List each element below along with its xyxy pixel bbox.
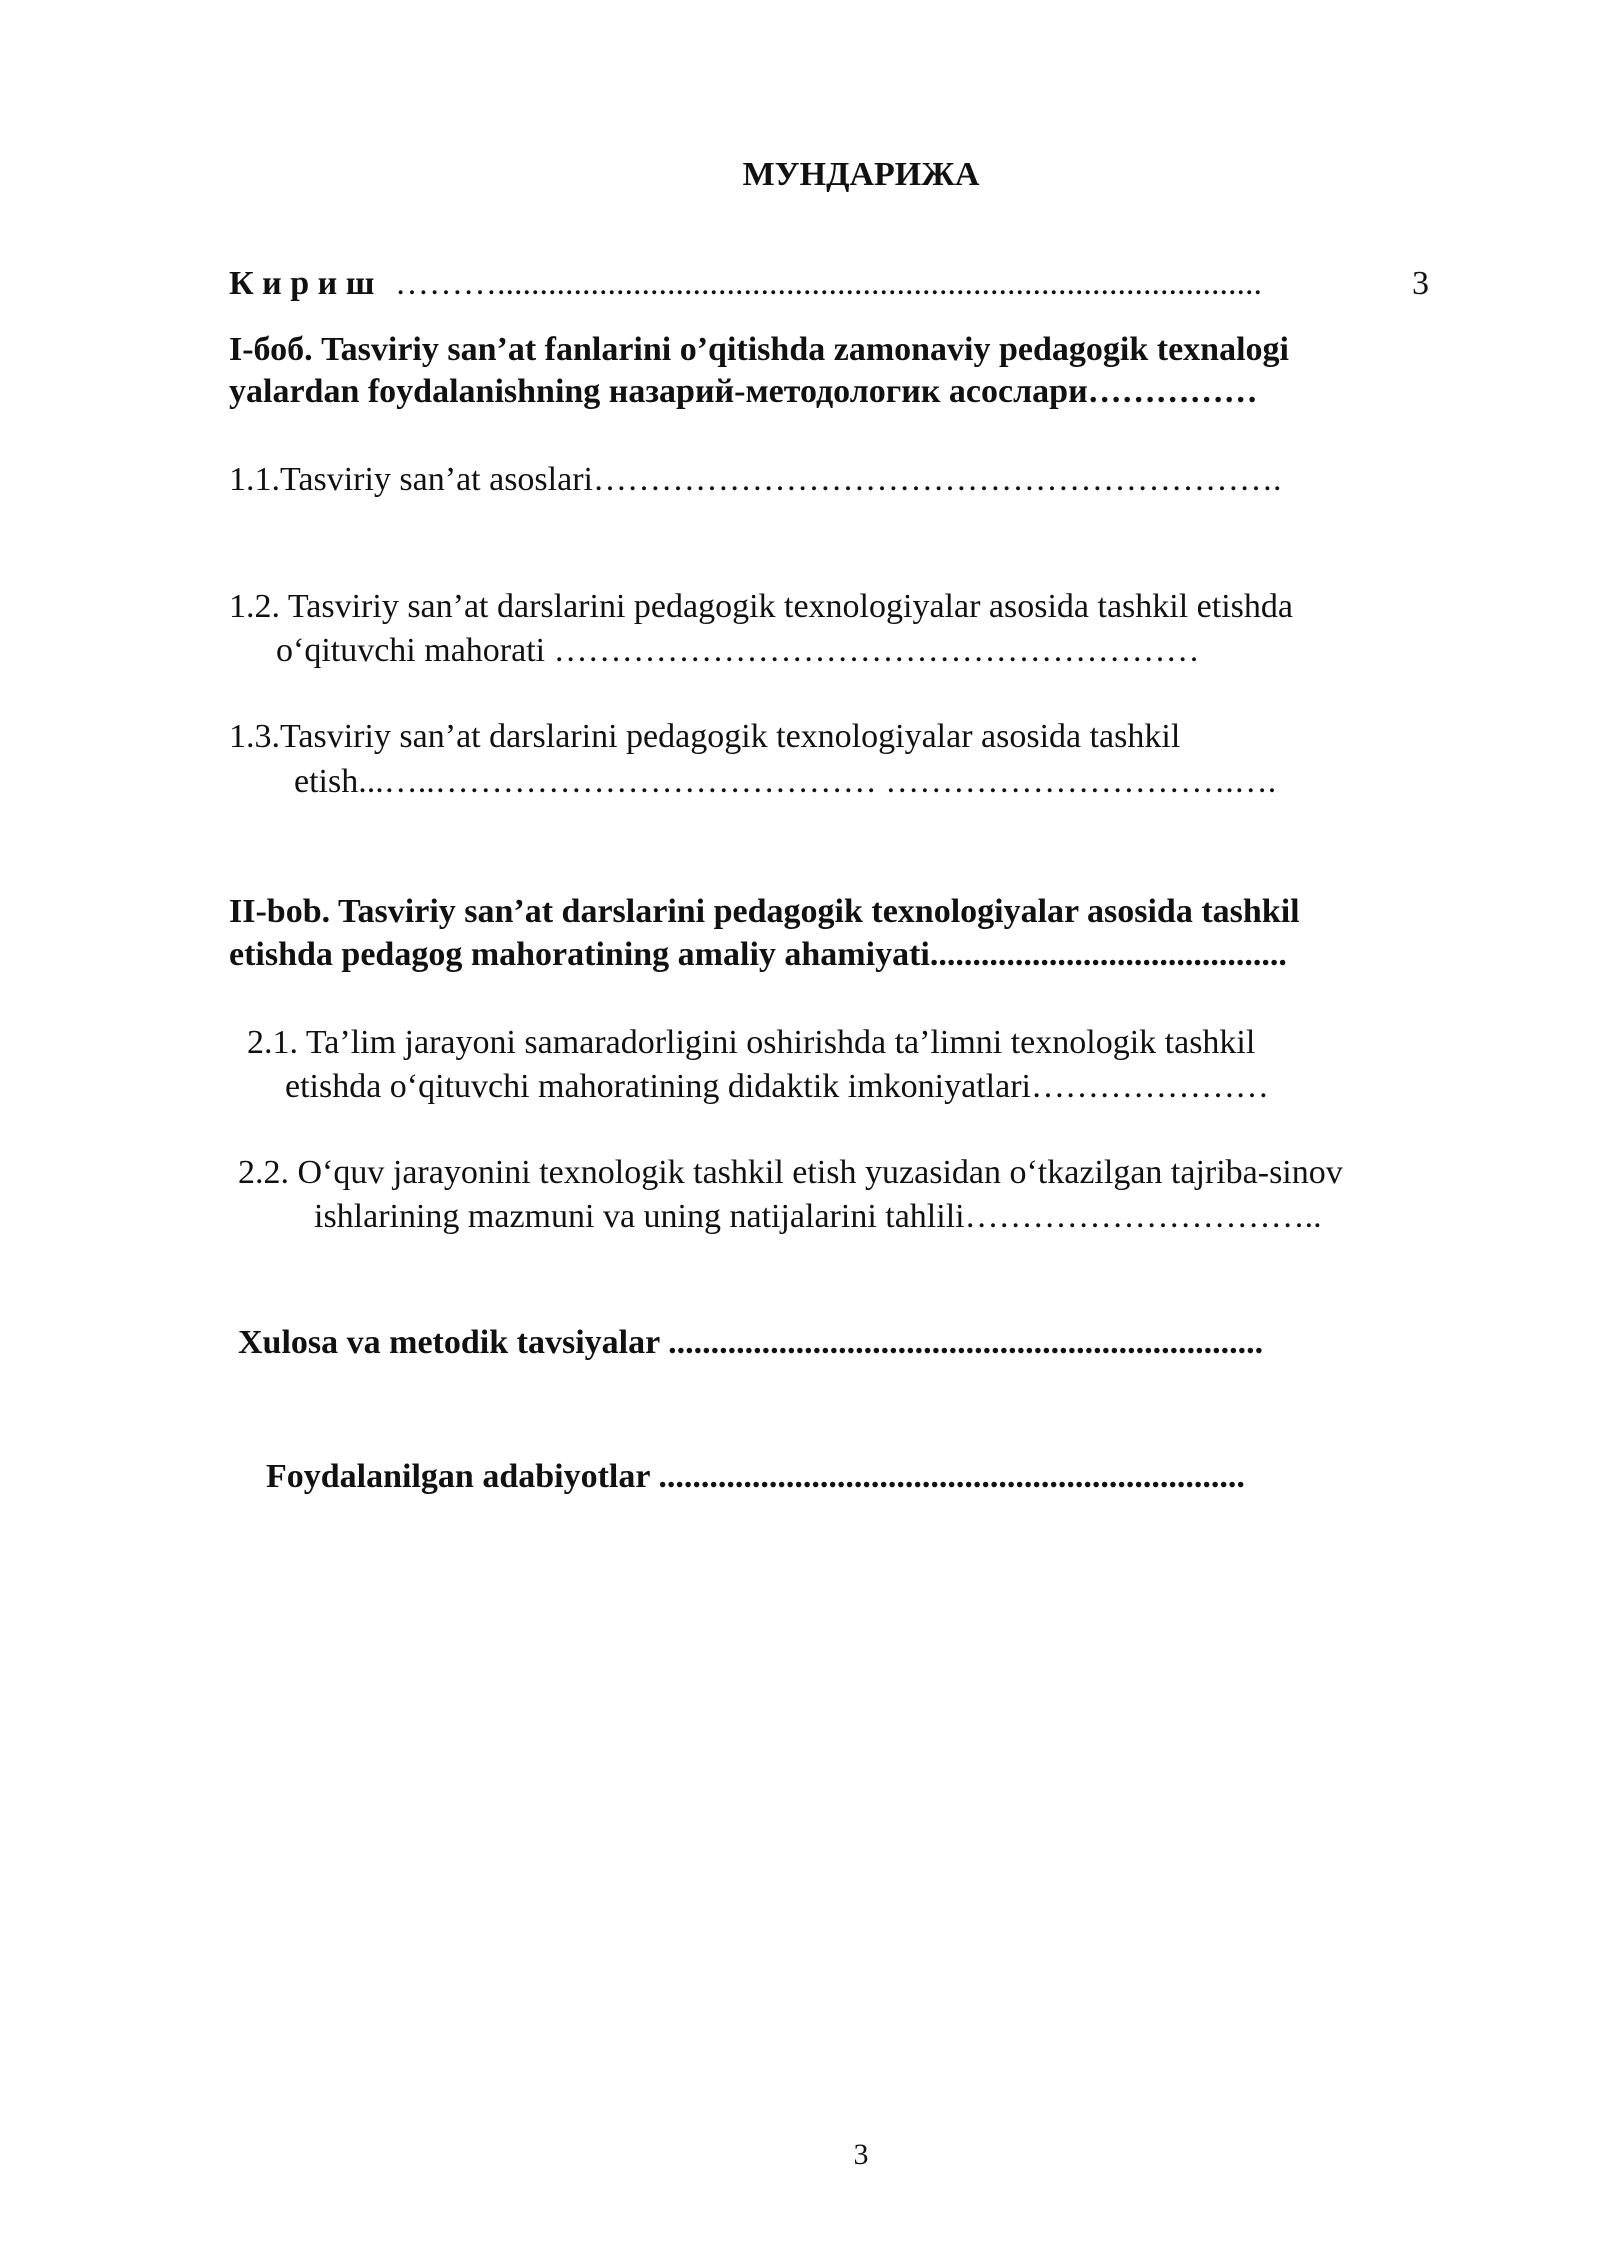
toc-intro-leader: ……….......................................................................................... bbox=[395, 265, 1262, 302]
toc-references: Foydalanilgan adabiyotlar ..................................................................... bbox=[266, 1458, 1245, 1495]
toc-section-2-1-line-2: etishda o‘qituvchi mahoratining didaktik imkoniyatlari………………… bbox=[285, 1068, 1269, 1105]
toc-section-1-2-line-1: 1.2. Tasviriy san’at darslarini pedagogik texnologiyalar asosida tashkil etishda bbox=[229, 588, 1293, 625]
toc-section-1-1: 1.1.Tasviriy san’at asoslari……………………………………………………. bbox=[229, 461, 1282, 498]
page-title: МУНДАРИЖА bbox=[742, 156, 980, 193]
toc-chapter-2-line-1: II-bob. Tasviriy san’at darslarini pedagogik texnologiyalar asosida tashkil bbox=[229, 893, 1300, 930]
toc-section-1-2-line-2: o‘qituvchi mahorati ………………………………………………… bbox=[276, 632, 1200, 669]
toc-section-1-3-line-2: etish...…..………………………………… ………………………….…. bbox=[294, 763, 1277, 800]
toc-chapter-1-line-1: I-боб. Tasviriy san’at fanlarini o’qitishda zamonaviy pedagogik texnalogi bbox=[229, 331, 1289, 368]
toc-section-2-2-line-2: ishlarining mazmuni va uning natijalarini tahlili………………………….. bbox=[314, 1198, 1322, 1235]
toc-chapter-1-line-2: yalardan foydalanishning назарий-методологик асослари…………… bbox=[229, 373, 1258, 410]
toc-section-2-2-line-1: 2.2. O‘quv jarayonini texnologik tashkil etish yuzasidan o‘tkazilgan tajriba-sinov bbox=[238, 1154, 1343, 1191]
toc-intro-label: К и р и ш bbox=[229, 265, 375, 302]
toc-chapter-2-line-2: etishda pedagog mahoratining amaliy ahamiyati.......................................... bbox=[229, 936, 1287, 973]
page-number: 3 bbox=[853, 2138, 869, 2171]
toc-intro-page: 3 bbox=[1412, 265, 1429, 302]
toc-section-2-1-line-1: 2.1. Ta’lim jarayoni samaradorligini oshirishda ta’limni texnologik tashkil bbox=[247, 1024, 1256, 1061]
toc-conclusion: Xulosa va metodik tavsiyalar ...................................................................... bbox=[238, 1324, 1264, 1361]
toc-section-1-3-line-1: 1.3.Tasviriy san’at darslarini pedagogik texnologiyalar asosida tashkil bbox=[229, 718, 1181, 755]
